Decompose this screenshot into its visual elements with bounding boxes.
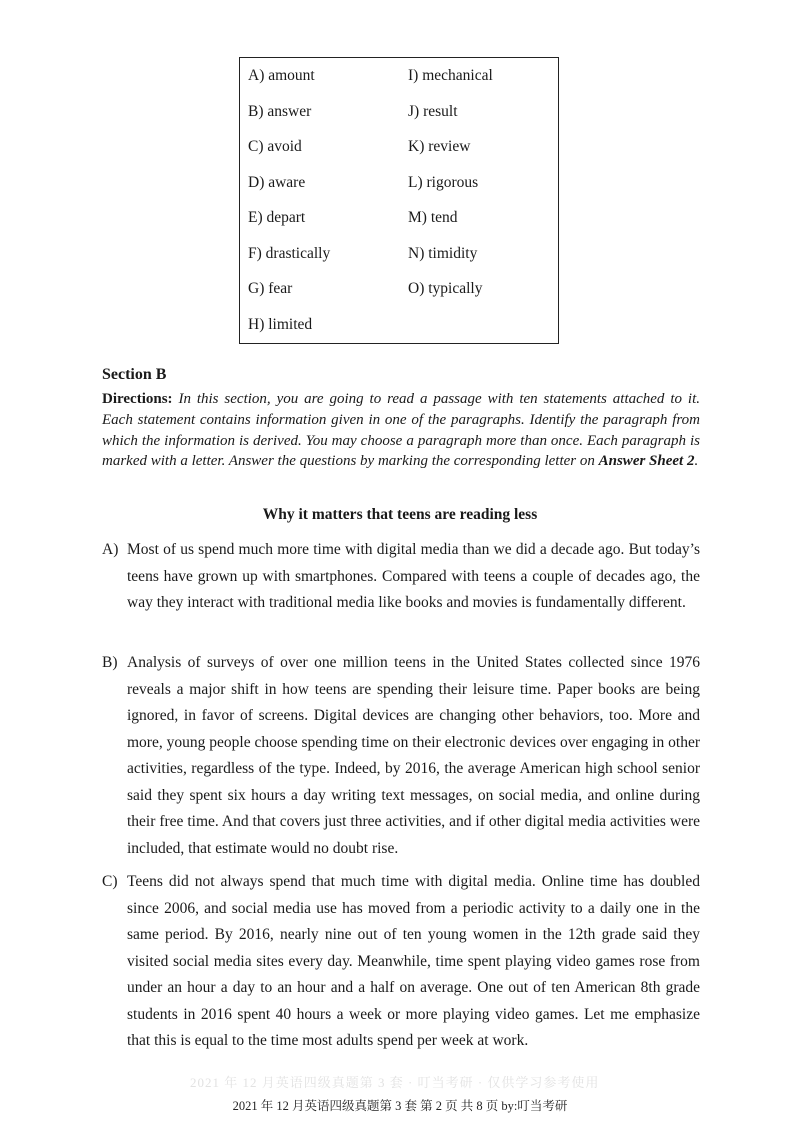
word-option: M) tend <box>408 209 458 226</box>
paragraph-a <box>102 537 700 617</box>
word-option: B) answer <box>248 103 312 120</box>
word-option: I) mechanical <box>408 67 493 84</box>
passage-title: Why it matters that teens are reading less <box>262 506 538 523</box>
word-option: D) aware <box>248 174 306 191</box>
page-footer: 2021 年 12 月英语四级真题第 3 套 第 2 页 共 8 页 by:叮当考研 <box>232 1099 568 1113</box>
word-option: E) depart <box>248 209 306 226</box>
directions-period: . <box>694 453 699 470</box>
word-option: C) avoid <box>248 138 302 155</box>
paragraph-c <box>102 869 700 1055</box>
paragraph-letter: A) <box>102 541 119 558</box>
word-bank-box <box>239 57 559 344</box>
section-title: Section B <box>102 366 167 383</box>
word-option: J) result <box>408 103 458 120</box>
answer-sheet-ref: Answer Sheet 2 <box>598 453 695 470</box>
word-option: L) rigorous <box>408 174 479 191</box>
word-option: A) amount <box>248 67 315 84</box>
paragraph-text: Teens did not always spend that much time with digital media. Online time has doubled since 2006, and social media use has moved from a periodic activity to a daily one in the same period. By 2016, nearly nine out of ten young women in the 12th grade said they visited social media sites every day. Meanwhile, time spent playing video games rose from under an hour a day to an hour and a half on average. One out of ten American 8th grade students in 2016 spent 40 hours a week or more playing video games. Let me emphasize that this is equal to the time most adults spend per week at work. <box>127 873 700 1049</box>
paragraph-letter: B) <box>102 654 118 671</box>
word-option: O) typically <box>408 280 483 297</box>
word-option: H) limited <box>248 316 313 333</box>
directions-text: In this section, you are going to read a passage with ten statements attached to it. Each statement contains information given in one of the paragraphs. Identify the paragraph from which the information is derived. You may choose a paragraph more than once. Each paragraph is marked with a letter. Answer the questions by marking the corresponding letter on <box>102 391 700 470</box>
paragraph-text: Analysis of surveys of over one million teens in the United States collected since 1976 reveals a major shift in how teens are spending their leisure time. Paper books are being ignored, in favor of screens. Digital devices are changing other behaviors, too. More and more, young people choose spending time on their electronic devices over engaging in other activities, regardless of the type. Indeed, by 2016, the average American high school senior said they spent six hours a day writing text messages, on social media, and online during their free time. And that covers just three activities, and if other digital media activities were included, that estimate would no doubt rise. <box>127 654 700 857</box>
paragraph-text: Most of us spend much more time with digital media than we did a decade ago. But today’s teens have grown up with smartphones. Compared with teens a couple of decades ago, the way they interact with traditional media like books and movies is fundamentally different. <box>127 541 700 611</box>
faded-watermark-text: 2021 年 12 月英语四级真题第 3 套 · 叮当考研 · 仅供学习参考使用 <box>190 1075 600 1090</box>
directions-label: Directions: <box>102 391 173 407</box>
word-option: N) timidity <box>408 245 478 262</box>
directions <box>102 389 700 472</box>
paragraph-letter: C) <box>102 873 118 890</box>
paragraph-b <box>102 650 700 862</box>
word-option: G) fear <box>248 280 293 297</box>
word-option: K) review <box>408 138 471 155</box>
word-option: F) drastically <box>248 245 331 262</box>
